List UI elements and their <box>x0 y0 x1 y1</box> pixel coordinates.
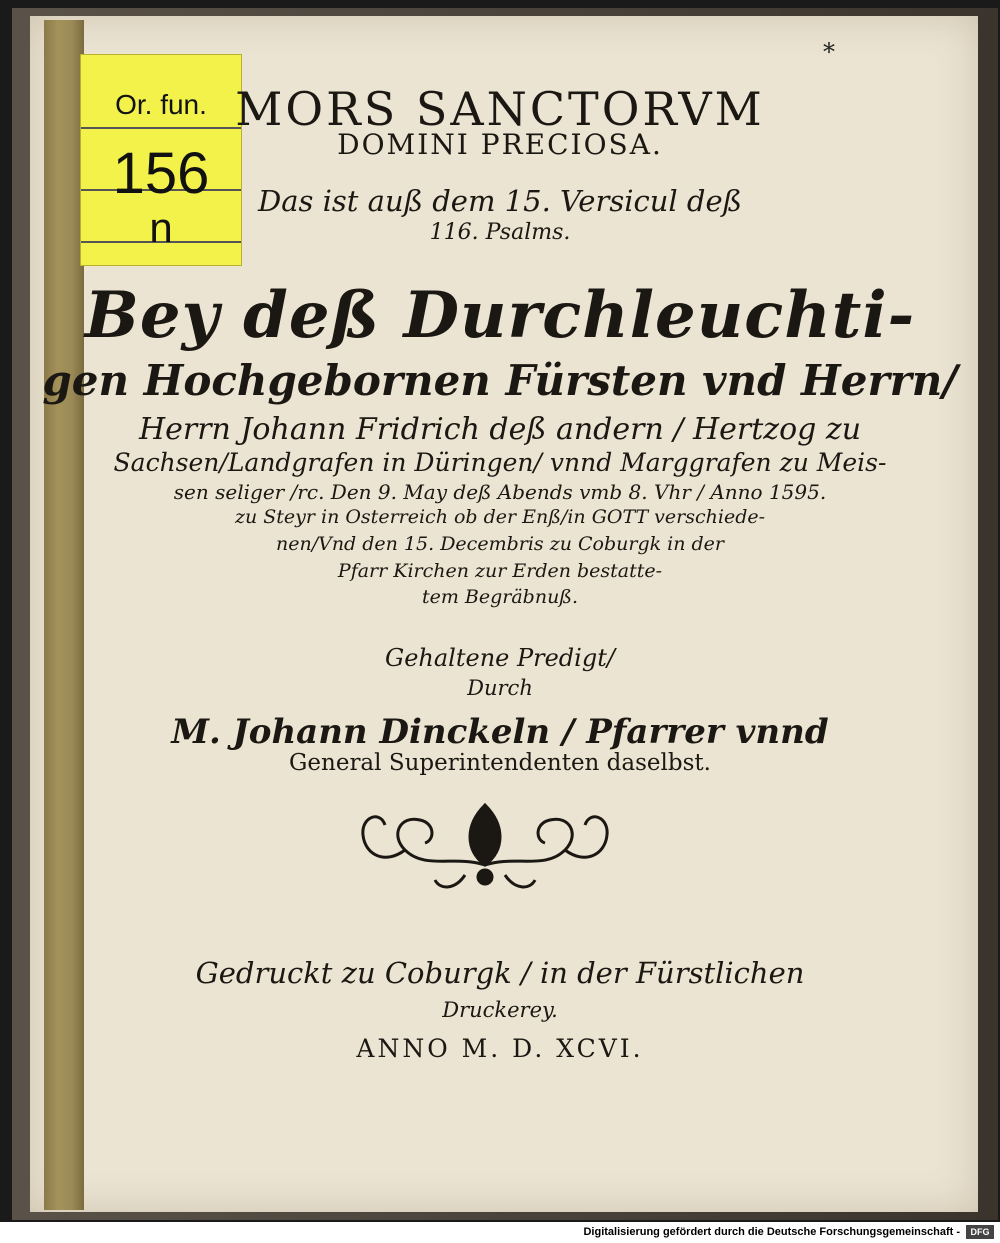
dfg-logo-icon: DFG <box>966 1225 994 1239</box>
title-line-9: sen seliger /rc. Den 9. May deß Abends vmb 8. Vhr / Anno 1595. <box>173 480 827 504</box>
label-line-3: n <box>149 204 173 251</box>
imprint-line-1: Gedruckt zu Coburgk / in der Fürstlichen <box>195 956 805 990</box>
author-line: M. Johann Dinckeln / Pfarrer vnnd <box>171 712 829 752</box>
title-line-10: zu Steyr in Osterreich ob der Enß/in GOTT verschiede- <box>234 506 766 528</box>
title-line-13: tem Begräbnuß. <box>421 586 579 608</box>
imprint-line-2: Druckerey. <box>442 998 558 1022</box>
title-line-11: nen/Vnd den 15. Decembris zu Coburgk in der <box>275 533 724 555</box>
sermon-line: Gehaltene Predigt/ <box>385 644 615 672</box>
label-line-2: 156 <box>112 141 210 206</box>
label-line-1: Or. fun. <box>115 89 207 120</box>
author-title-line: General Superintendenten daselbst. <box>289 750 711 776</box>
title-line-5: Bey deß Durchleuchti- <box>84 278 916 353</box>
printer-ornament-icon <box>355 795 615 895</box>
title-line-12: Pfarr Kirchen zur Erden bestatte- <box>337 560 663 582</box>
title-line-6: gen Hochgebornen Fürsten vnd Herrn/ <box>42 356 958 405</box>
imprint-year: ANNO M. D. XCVI. <box>356 1034 644 1063</box>
title-line-4: 116. Psalms. <box>429 220 571 245</box>
by-line: Durch <box>467 676 533 700</box>
asterisk-mark: * <box>823 38 835 66</box>
title-line-2: DOMINI PRECIOSA. <box>337 128 663 161</box>
funding-text: Digitalisierung gefördert durch die Deutsche Forschungsgemeinschaft - <box>583 1226 960 1238</box>
funding-footer <box>0 1222 1000 1243</box>
title-line-1: MORS SANCTORVM <box>235 82 765 136</box>
title-line-3: Das ist auß dem 15. Versicul deß <box>258 184 742 218</box>
title-line-8: Sachsen/Landgrafen in Düringen/ vnnd Marggrafen zu Meis- <box>113 448 887 477</box>
title-line-7: Herrn Johann Fridrich deß andern / Hertzog zu <box>138 412 862 447</box>
